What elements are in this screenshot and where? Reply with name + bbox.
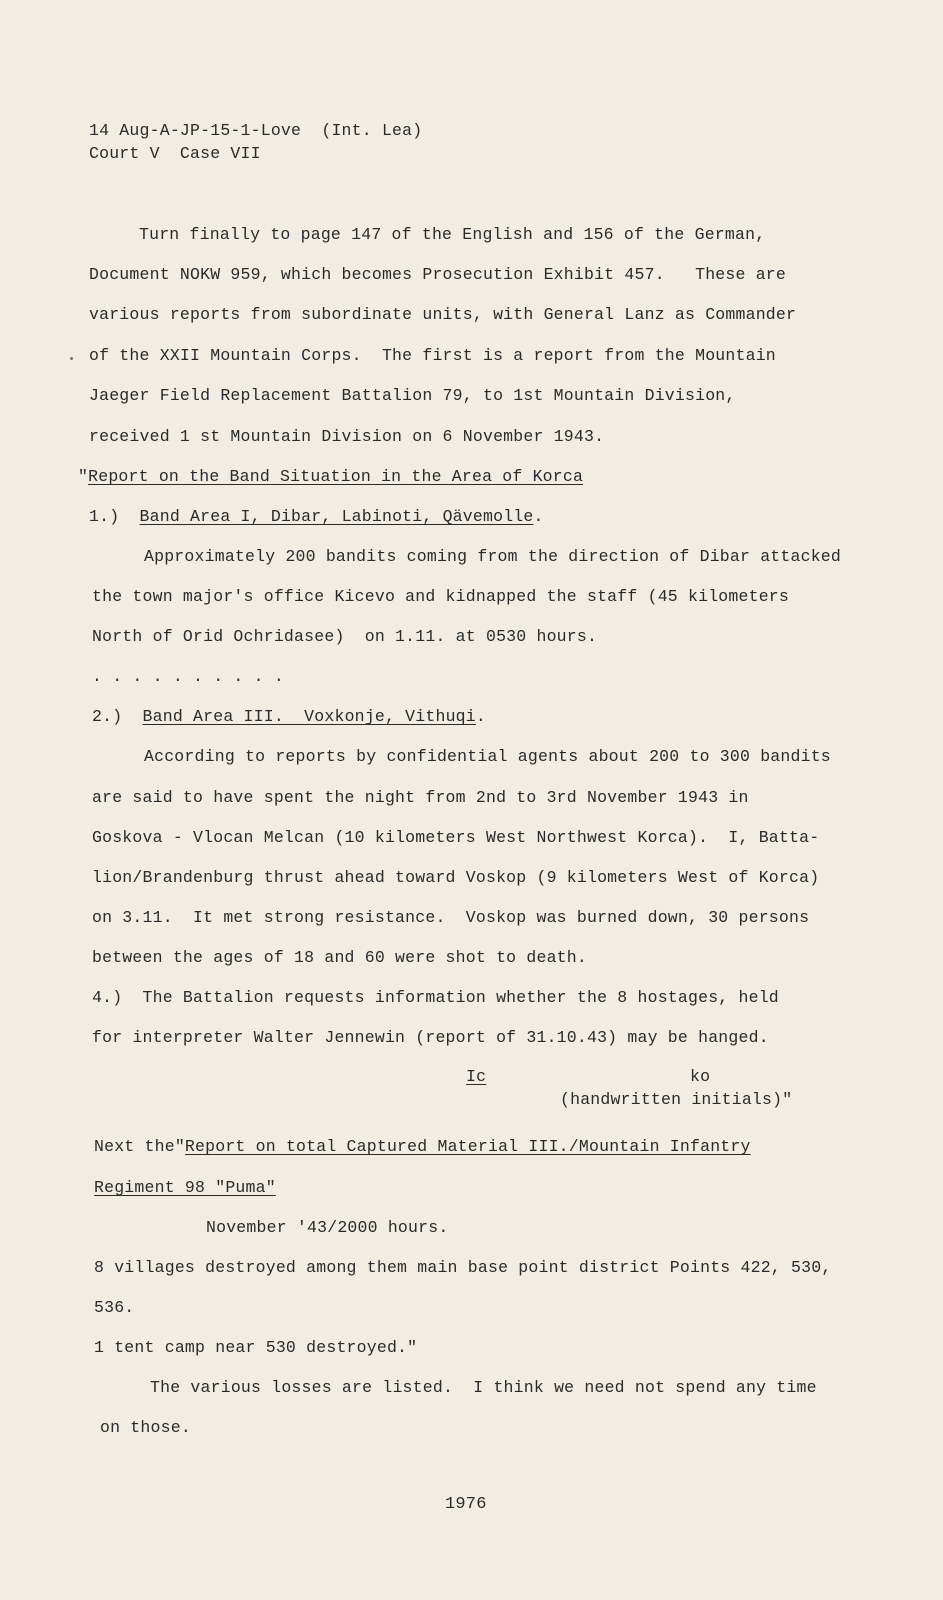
intro-line: Turn finally to page 147 of the English and 156 of the German, [139,225,766,244]
band-area-3-text: Goskova - Vlocan Melcan (10 kilometers West Northwest Korca). I, Batta- [92,828,820,847]
captured-material-text: 1 tent camp near 530 destroyed." [94,1338,418,1357]
band-area-3-text: on 3.11. It met strong resistance. Voskop was burned down, 30 persons [92,908,810,927]
item-4-text: 4.) The Battalion requests information whether the 8 hostages, held [92,988,779,1007]
closing-text: on those. [100,1418,191,1437]
intro-line: various reports from subordinate units, with General Lanz as Commander [89,305,797,324]
band-area-3-text: are said to have spent the night from 2nd to 3rd November 1943 in [92,788,749,807]
signature-ko: ko [690,1067,711,1086]
header-court-case: Court V Case VII [89,144,261,163]
captured-material-title: Next the"Report on total Captured Material III./Mountain Infantry [94,1137,751,1156]
band-area-3-text: between the ages of 18 and 60 were shot to death. [92,948,587,967]
band-area-3-text: lion/Brandenburg thrust ahead toward Voskop (9 kilometers West of Korca) [92,868,820,887]
report-date-line: November '43/2000 hours. [206,1218,449,1237]
captured-material-text: 536. [94,1298,135,1317]
intro-line: Document NOKW 959, which becomes Prosecution Exhibit 457. These are [89,265,787,284]
ellipsis-dots: . . . . . . . . . . [92,667,284,686]
band-area-1-heading: 1.) Band Area I, Dibar, Labinoti, Qävemolle. [89,507,544,526]
intro-line: Jaeger Field Replacement Battalion 79, to 1st Mountain Division, [89,386,736,405]
captured-material-text: 8 villages destroyed among them main base point district Points 422, 530, [94,1258,832,1277]
intro-line: received 1 st Mountain Division on 6 November 1943. [89,427,605,446]
band-area-1-text: Approximately 200 bandits coming from the direction of Dibar attacked [144,547,842,566]
captured-material-title-cont: Regiment 98 "Puma" [94,1178,276,1197]
band-area-1-text: North of Orid Ochridasee) on 1.11. at 0530 hours. [92,627,598,646]
band-area-3-heading: 2.) Band Area III. Voxkonje, Vithuqi. [92,707,486,726]
signature-note: (handwritten initials)" [560,1090,793,1109]
item-4-text: for interpreter Walter Jennewin (report of 31.10.43) may be hanged. [92,1028,769,1047]
signature-ic: Ic [466,1067,487,1086]
band-area-1-text: the town major's office Kicevo and kidnapped the staff (45 kilometers [92,587,790,606]
band-area-3-text: According to reports by confidential agents about 200 to 300 bandits [144,747,831,766]
closing-text: The various losses are listed. I think we need not spend any time [150,1378,817,1397]
header-reference: 14 Aug-A-JP-15-1-Love (Int. Lea) [89,121,423,140]
page-number: 1976 [445,1495,487,1514]
margin-mark [70,357,73,360]
report-title: "Report on the Band Situation in the Area of Korca [78,467,584,486]
intro-line: of the XXII Mountain Corps. The first is a report from the Mountain [89,346,776,365]
